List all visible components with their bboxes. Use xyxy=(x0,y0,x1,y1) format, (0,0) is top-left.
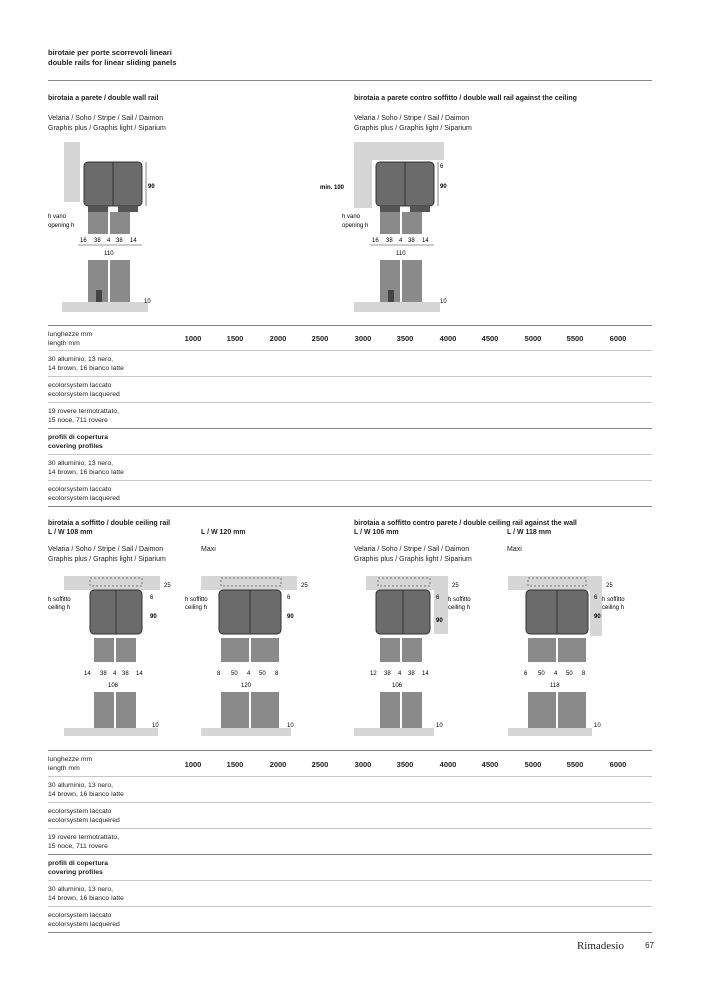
dim-25: 25 xyxy=(606,583,613,589)
title-text: birotaia a soffitto / double ceiling rail xyxy=(48,520,171,527)
dim-w0: 6 xyxy=(524,671,528,677)
dim-w3: 38 xyxy=(408,238,415,244)
floor-block xyxy=(64,728,158,736)
panel-left-bottom xyxy=(380,692,400,728)
row-line-1: 30 alluminio, 13 nero, xyxy=(48,782,113,789)
dim-w0: 14 xyxy=(84,671,91,677)
dim-bottom: 10 xyxy=(152,723,159,729)
table1-top-rule xyxy=(48,325,652,326)
dim-w2: 4 xyxy=(398,671,402,677)
carriage-left xyxy=(380,206,400,212)
panel-right-top xyxy=(116,638,136,662)
floor-block xyxy=(354,728,434,736)
row-line-1: 30 alluminio, 13 nero, xyxy=(48,356,113,363)
models-ceiling-rail xyxy=(48,545,166,564)
table2-rule xyxy=(48,906,652,907)
row-line-1: profili di copertura xyxy=(48,860,109,867)
models-line-2: Graphis plus / Graphis light / Siparium xyxy=(354,555,472,563)
table2-length-label xyxy=(48,755,92,773)
panel-left-bottom xyxy=(221,692,249,728)
len-2000: 2000 xyxy=(269,334,287,343)
table2-row-covering-finish xyxy=(48,885,124,903)
panel-right-bottom xyxy=(558,692,586,728)
width-108: L / W 108 mm xyxy=(48,529,93,536)
section-title-wall-rail: birotaia a parete / double wall rail xyxy=(48,95,159,102)
models-line-1: Velaria / Soho / Stripe / Sail / Daimon xyxy=(354,115,470,122)
row-line-1: ecolorsystem laccato xyxy=(48,912,112,919)
dim-w0: 16 xyxy=(372,238,379,244)
panel-right-top xyxy=(402,638,422,662)
dim-w0: 8 xyxy=(217,671,221,677)
dim-total: 108 xyxy=(108,683,119,689)
dim-total: 118 xyxy=(550,683,560,689)
len-5000: 5000 xyxy=(524,334,542,343)
panel-right-bottom xyxy=(110,260,130,304)
len-4000: 4000 xyxy=(439,760,457,769)
dim-w3: 38 xyxy=(408,671,415,677)
table2-row-lacquered xyxy=(48,807,120,825)
hvano-en: opening h xyxy=(342,223,369,229)
dim-bottom: 10 xyxy=(436,723,443,729)
panel-left-top xyxy=(94,638,114,662)
len-6000: 6000 xyxy=(609,760,627,769)
dim-w2: 4 xyxy=(107,238,111,244)
floor-guide xyxy=(388,290,394,302)
dim-w1: 38 xyxy=(386,238,393,244)
dim-bottom: 10 xyxy=(594,723,601,729)
length-label-it: lunghezze mm xyxy=(48,331,93,338)
dim-w4: 8 xyxy=(275,671,279,677)
dim-w0: 12 xyxy=(370,671,377,677)
row-line-2: covering profiles xyxy=(48,443,103,450)
len-5500: 5500 xyxy=(566,760,584,769)
hs-en: ceiling h xyxy=(185,605,208,611)
row-line-2: 14 brown, 16 bianco latte xyxy=(48,469,124,476)
hs-it: h soffitto xyxy=(448,597,471,603)
dim-6: 6 xyxy=(436,595,440,601)
dim-w2: 4 xyxy=(113,671,117,677)
len-6000: 6000 xyxy=(609,334,627,343)
dim-total: 106 xyxy=(392,683,403,689)
models-line-1: Velaria / Soho / Stripe / Sail / Daimon xyxy=(354,546,470,553)
dim-w0: 16 xyxy=(80,238,87,244)
row-line-1: 19 rovere termotrattato, xyxy=(48,834,120,841)
table1-rule xyxy=(48,454,652,455)
table2-row-covering-lacquered xyxy=(48,911,120,929)
carriage-right xyxy=(118,206,138,212)
len-3000: 3000 xyxy=(354,760,372,769)
brand-logo: Rimadesio xyxy=(576,940,624,952)
dim-90: 90 xyxy=(150,614,157,620)
models-line-2: Graphis plus / Graphis light / Siparium xyxy=(354,124,472,132)
len-4000: 4000 xyxy=(439,334,457,343)
dim-w2: 4 xyxy=(247,671,251,677)
dim-w4: 14 xyxy=(422,671,429,677)
table2-bottom-rule xyxy=(48,932,652,933)
row-line-2: ecolorsystem lacquered xyxy=(48,495,120,502)
panel-left-bottom xyxy=(528,692,556,728)
panel-right-top xyxy=(110,212,130,234)
header-line-en: double rails for linear sliding panels xyxy=(48,58,177,67)
table2-top-rule xyxy=(48,750,652,751)
table2-rule xyxy=(48,828,652,829)
dim-w4: 8 xyxy=(582,671,586,677)
len-1500: 1500 xyxy=(226,760,244,769)
table1-rule xyxy=(48,480,652,481)
row-line-2: 15 noce, 711 rovere xyxy=(48,417,108,424)
table1-row-wood xyxy=(48,407,119,425)
panel-left-top xyxy=(380,212,400,234)
dim-25: 25 xyxy=(301,583,308,589)
dim-6: 6 xyxy=(287,595,291,601)
wall-block xyxy=(64,142,80,202)
row-line-2: ecolorsystem lacquered xyxy=(48,391,120,398)
dim-total: 110 xyxy=(396,251,406,257)
width-120: L / W 120 mm xyxy=(201,529,246,536)
dim-w3: 38 xyxy=(122,671,129,677)
row-line-1: ecolorsystem laccato xyxy=(48,808,112,815)
row-line-2: 14 brown, 16 bianco latte xyxy=(48,895,124,902)
row-line-1: 19 rovere termotrattato, xyxy=(48,408,120,415)
len-1000: 1000 xyxy=(184,334,202,343)
row-line-2: covering profiles xyxy=(48,869,103,876)
drawing-ceiling-rail-wall-106 xyxy=(348,572,478,740)
dim-90: 90 xyxy=(594,614,601,620)
table1-rule xyxy=(48,350,652,351)
table1-rule xyxy=(48,402,652,403)
dim-w3: 50 xyxy=(259,671,266,677)
len-3000: 3000 xyxy=(354,334,372,343)
len-2500: 2500 xyxy=(311,334,329,343)
hvano-en: opening h xyxy=(48,223,75,229)
table2-rule xyxy=(48,854,652,855)
models-wall-rail xyxy=(48,114,166,133)
hvano-it: h vano xyxy=(48,214,67,220)
row-line-2: ecolorsystem lacquered xyxy=(48,921,120,928)
row-line-2: 14 brown, 16 bianco latte xyxy=(48,365,124,372)
table1-row-finish xyxy=(48,355,124,373)
row-line-2: 15 noce, 711 rovere xyxy=(48,843,108,850)
title-text: birotaia a soffitto contro parete / double ceiling rail against the wall xyxy=(354,520,577,527)
header-line-it: birotaie per porte scorrevoli lineari xyxy=(48,48,172,57)
panel-right-bottom xyxy=(402,692,422,728)
page-header xyxy=(48,48,176,68)
row-line-2: ecolorsystem lacquered xyxy=(48,817,120,824)
drawing-double-wall-rail xyxy=(44,138,164,316)
table2-row-covering xyxy=(48,859,108,877)
table2-row-wood xyxy=(48,833,119,851)
panel-right-top xyxy=(402,212,422,234)
floor-block xyxy=(201,728,291,736)
models-maxi-left: Maxi xyxy=(201,546,216,553)
dim-w2: 4 xyxy=(399,238,403,244)
dim-min: min. 100 xyxy=(320,185,345,191)
dim-bottom: 10 xyxy=(144,299,151,305)
len-1000: 1000 xyxy=(184,760,202,769)
width-106: L / W 106 mm xyxy=(354,529,399,536)
models-maxi-right: Maxi xyxy=(507,546,522,553)
table1-row-covering xyxy=(48,433,108,451)
header-divider xyxy=(48,80,652,81)
dim-25: 25 xyxy=(164,583,171,589)
drawing-ceiling-rail-120 xyxy=(185,572,315,740)
dim-w2: 4 xyxy=(554,671,558,677)
dim-w1: 38 xyxy=(384,671,391,677)
panel-right-bottom xyxy=(402,260,422,304)
panel-right-bottom xyxy=(116,692,136,728)
floor-block xyxy=(508,728,592,736)
table1-row-covering-finish xyxy=(48,459,124,477)
len-5500: 5500 xyxy=(566,334,584,343)
table2-rule xyxy=(48,880,652,881)
table2-rule xyxy=(48,776,652,777)
section-title-ceiling-rail xyxy=(48,519,170,537)
dim-w4: 14 xyxy=(130,238,137,244)
dim-w1: 50 xyxy=(231,671,238,677)
panel-left-bottom xyxy=(94,692,114,728)
floor-block xyxy=(354,302,440,312)
models-wall-rail-ceiling xyxy=(354,114,472,133)
row-line-1: 30 alluminio, 13 nero, xyxy=(48,886,113,893)
drawing-double-wall-rail-ceiling xyxy=(320,138,460,316)
dim-6: 6 xyxy=(440,164,444,170)
row-line-1: 30 alluminio, 13 nero, xyxy=(48,460,113,467)
table2-rule xyxy=(48,802,652,803)
panel-right-top xyxy=(558,638,586,662)
drawing-ceiling-rail-wall-118 xyxy=(500,572,640,740)
dim-bottom: 10 xyxy=(287,723,294,729)
row-line-1: profili di copertura xyxy=(48,434,109,441)
table1-row-lacquered xyxy=(48,381,120,399)
section-title-wall-rail-ceiling: birotaia a parete contro soffitto / double wall rail against the ceiling xyxy=(354,95,577,102)
page-number: 67 xyxy=(645,941,654,950)
length-label-it: lunghezze mm xyxy=(48,756,93,763)
hs-it: h soffitto xyxy=(602,597,625,603)
dim-90: 90 xyxy=(436,618,443,624)
table1-rule xyxy=(48,428,652,429)
table2-row-finish xyxy=(48,781,124,799)
dim-90: 90 xyxy=(148,184,155,190)
width-118: L / W 118 mm xyxy=(507,529,552,536)
dim-total: 120 xyxy=(241,683,252,689)
dim-w3: 50 xyxy=(566,671,573,677)
dim-w4: 14 xyxy=(422,238,429,244)
panel-left-top xyxy=(380,638,400,662)
len-4500: 4500 xyxy=(481,334,499,343)
hs-it: h soffitto xyxy=(185,597,208,603)
hs-en: ceiling h xyxy=(448,605,471,611)
len-1500: 1500 xyxy=(226,334,244,343)
length-label-en: length mm xyxy=(48,765,80,772)
dim-w1: 38 xyxy=(94,238,101,244)
models-line-2: Graphis plus / Graphis light / Siparium xyxy=(48,124,166,132)
dim-total: 110 xyxy=(104,251,114,257)
dim-90: 90 xyxy=(440,184,447,190)
models-ceiling-rail-wall xyxy=(354,545,472,564)
row-line-1: ecolorsystem laccato xyxy=(48,382,112,389)
panel-left-top xyxy=(88,212,108,234)
row-line-1: ecolorsystem laccato xyxy=(48,486,112,493)
dim-w4: 14 xyxy=(136,671,143,677)
dim-w3: 38 xyxy=(116,238,123,244)
len-4500: 4500 xyxy=(481,760,499,769)
table1-row-covering-lacquered xyxy=(48,485,120,503)
models-line-1: Velaria / Soho / Stripe / Sail / Daimon xyxy=(48,546,164,553)
len-3500: 3500 xyxy=(396,334,414,343)
table1-rule xyxy=(48,376,652,377)
dim-90: 90 xyxy=(287,614,294,620)
len-5000: 5000 xyxy=(524,760,542,769)
row-line-2: 14 brown, 16 bianco latte xyxy=(48,791,124,798)
hs-it: h soffitto xyxy=(48,597,71,603)
len-2000: 2000 xyxy=(269,760,287,769)
len-3500: 3500 xyxy=(396,760,414,769)
panel-right-top xyxy=(251,638,279,662)
floor-block xyxy=(62,302,148,312)
dim-25: 25 xyxy=(452,583,459,589)
table1-length-label xyxy=(48,330,92,348)
hs-en: ceiling h xyxy=(48,605,71,611)
floor-guide xyxy=(96,290,102,302)
carriage-left xyxy=(88,206,108,212)
drawing-ceiling-rail-108 xyxy=(46,572,176,740)
panel-left-top xyxy=(528,638,556,662)
panel-right-bottom xyxy=(251,692,279,728)
length-label-en: length mm xyxy=(48,340,80,347)
carriage-right xyxy=(410,206,430,212)
models-line-2: Graphis plus / Graphis light / Siparium xyxy=(48,555,166,563)
dim-6: 6 xyxy=(594,595,598,601)
table1-bottom-rule xyxy=(48,506,652,507)
models-line-1: Velaria / Soho / Stripe / Sail / Daimon xyxy=(48,115,164,122)
panel-left-top xyxy=(221,638,249,662)
dim-bottom: 10 xyxy=(440,299,447,305)
hs-en: ceiling h xyxy=(602,605,625,611)
dim-6: 6 xyxy=(150,595,154,601)
dim-w1: 38 xyxy=(100,671,107,677)
dim-w1: 50 xyxy=(538,671,545,677)
hvano-it: h vano xyxy=(342,214,361,220)
len-2500: 2500 xyxy=(311,760,329,769)
